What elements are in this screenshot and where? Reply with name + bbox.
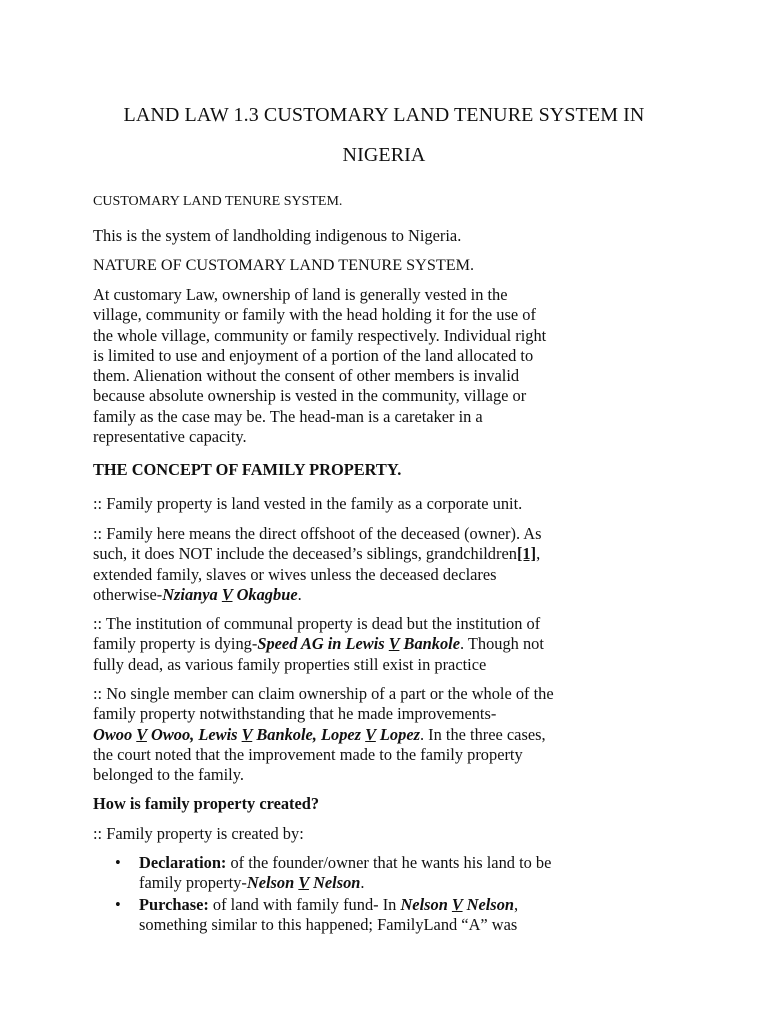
case-party: Nelson	[246, 873, 299, 893]
text-line: because absolute ownership is vested in the community, village or	[93, 386, 527, 406]
text-line: representative capacity.	[93, 427, 247, 447]
case-party: Bankole	[399, 634, 460, 654]
creation-methods-list	[93, 853, 683, 936]
text-line	[93, 585, 683, 605]
list-item	[93, 895, 683, 936]
text-line: them. Alienation without the consent of other members is invalid	[93, 366, 520, 386]
case-versus: V	[221, 584, 233, 604]
text-run: ,	[514, 894, 519, 914]
text-run: family property is dying-	[93, 634, 258, 654]
text-line: village, community or family with the head holding it for the use of	[93, 305, 536, 325]
list-item-label: Purchase:	[139, 894, 209, 914]
case-citation	[257, 634, 460, 653]
case-versus: V	[388, 634, 400, 654]
text-run: . In the three cases,	[419, 724, 546, 744]
text-run: of the founder/owner that he wants his land to be	[226, 853, 552, 872]
case-party: Owoo	[93, 724, 137, 744]
text-run: family property-	[139, 873, 247, 893]
case-party: Speed AG in Lewis	[257, 634, 389, 654]
case-citations	[93, 725, 420, 744]
text-run: ,	[536, 544, 541, 564]
text-run: . Though not	[459, 634, 544, 654]
paragraph-family-property-definition: :: Family property is land vested in the family as a corporate unit.	[93, 494, 523, 513]
nature-heading: NATURE OF CUSTOMARY LAND TENURE SYSTEM.	[93, 256, 475, 274]
list-item-label: Declaration:	[139, 853, 227, 872]
case-versus: V	[241, 724, 253, 744]
created-by-intro: :: Family property is created by:	[93, 824, 304, 843]
case-citation	[162, 585, 297, 604]
case-party: Owoo, Lewis	[146, 724, 242, 744]
case-party: Nzianya	[162, 584, 222, 604]
nature-paragraph	[93, 285, 683, 447]
text-run: .	[360, 873, 365, 893]
text-line: something similar to this happened; FamilyLand “A” was	[139, 914, 518, 934]
document-title-line-1: LAND LAW 1.3 CUSTOMARY LAND TENURE SYSTEM IN	[123, 104, 645, 126]
case-party: Okagbue	[232, 584, 298, 604]
text-run: otherwise-	[93, 584, 163, 604]
text-line: At customary Law, ownership of land is generally vested in the	[93, 285, 508, 304]
text-line: belonged to the family.	[93, 765, 244, 785]
text-line: extended family, slaves or wives unless the deceased declares	[93, 564, 497, 584]
case-versus: V	[298, 873, 309, 893]
text-line: fully dead, as various family properties still exist in practice	[93, 654, 487, 674]
document-title-line-2: NIGERIA	[342, 144, 426, 166]
text-line	[139, 853, 683, 873]
text-line: :: The institution of communal property is dead but the institution of	[93, 614, 541, 633]
intro-paragraph: This is the system of landholding indigenous to Nigeria.	[93, 226, 462, 245]
list-item	[93, 853, 683, 894]
footnote-link[interactable]: [1]	[516, 544, 537, 564]
text-run: of land with family fund- In	[208, 894, 401, 914]
text-line: :: No single member can claim ownership of a part or the whole of the	[93, 684, 554, 703]
case-party: Nelson	[308, 873, 361, 893]
how-created-heading: How is family property created?	[93, 794, 320, 813]
text-line: is limited to use and enjoyment of a portion of the land allocated to	[93, 345, 534, 365]
case-party: Lopez	[375, 724, 420, 744]
text-run: such, it does NOT include the deceased’s siblings, grandchildren	[93, 544, 517, 564]
case-party: Nelson	[462, 894, 514, 914]
text-line: :: Family here means the direct offshoot of the deceased (owner). As	[93, 524, 542, 543]
text-line: the whole village, community or family respectively. Individual right	[93, 325, 547, 345]
paragraph-communal-property	[93, 614, 683, 675]
text-line	[93, 634, 683, 654]
section-subheading: CUSTOMARY LAND TENURE SYSTEM.	[93, 194, 343, 209]
text-line	[139, 873, 683, 893]
bullet-icon: •	[115, 853, 121, 872]
text-line	[93, 544, 683, 564]
text-line: family as the case may be. The head-man is a caretaker in a	[93, 406, 483, 426]
case-versus: V	[451, 894, 463, 914]
text-line: family property notwithstanding that he made improvements-	[93, 704, 497, 724]
text-line	[93, 725, 683, 745]
case-citation	[400, 895, 514, 914]
case-party: Nelson	[400, 894, 452, 914]
case-versus: V	[136, 724, 147, 744]
case-versus: V	[365, 724, 376, 744]
text-run: .	[297, 584, 302, 604]
concept-heading: THE CONCEPT OF FAMILY PROPERTY.	[93, 460, 402, 479]
paragraph-family-meaning	[93, 524, 683, 605]
bullet-icon: •	[115, 894, 121, 914]
case-party: Bankole, Lopez	[252, 724, 366, 744]
case-citation	[247, 873, 361, 892]
paragraph-no-single-member	[93, 684, 683, 785]
text-line: the court noted that the improvement made to the family property	[93, 744, 523, 764]
text-line	[139, 895, 683, 915]
